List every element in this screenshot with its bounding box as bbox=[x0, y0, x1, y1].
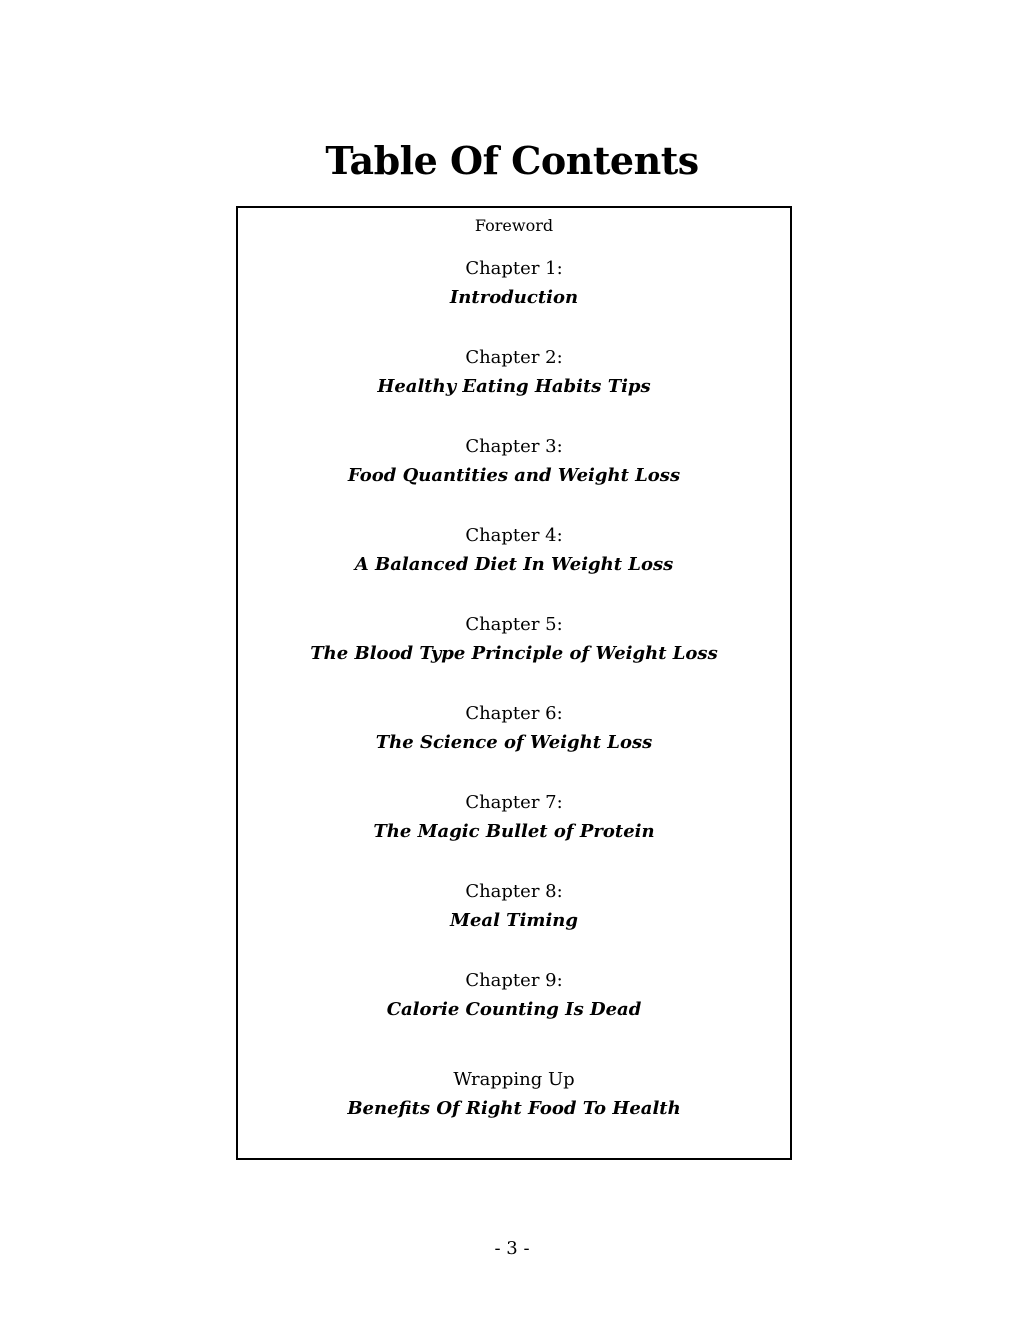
toc-entry-name: The Magic Bullet of Protein bbox=[373, 821, 655, 842]
page-title: Table Of Contents bbox=[325, 138, 699, 183]
toc-foreword: Foreword bbox=[474, 216, 554, 235]
toc-entry-label: Chapter 6: bbox=[465, 703, 563, 724]
toc-entry-name: Calorie Counting Is Dead bbox=[386, 999, 642, 1020]
toc-entry-name: Healthy Eating Habits Tips bbox=[377, 376, 651, 397]
toc-entry bbox=[238, 699, 790, 757]
toc-entry-name: A Balanced Diet In Weight Loss bbox=[354, 554, 674, 575]
toc-entry-label: Chapter 2: bbox=[465, 347, 563, 368]
toc-entry bbox=[238, 788, 790, 846]
toc-entry bbox=[238, 1065, 790, 1123]
toc-entry bbox=[238, 254, 790, 312]
toc-entry-name: Food Quantities and Weight Loss bbox=[347, 465, 681, 486]
toc-entry-name: Benefits Of Right Food To Health bbox=[347, 1098, 681, 1119]
toc-entry bbox=[238, 432, 790, 490]
toc-entry-label: Chapter 4: bbox=[465, 525, 563, 546]
toc-entry-name: The Science of Weight Loss bbox=[375, 732, 653, 753]
toc-entry-label: Chapter 3: bbox=[465, 436, 563, 457]
toc-entry-label: Chapter 5: bbox=[465, 614, 563, 635]
toc-entry bbox=[238, 610, 790, 668]
toc-entry-name: Meal Timing bbox=[450, 910, 578, 931]
toc-entry-label: Wrapping Up bbox=[453, 1069, 575, 1090]
toc-entry-label: Chapter 7: bbox=[465, 792, 563, 813]
table-of-contents-box bbox=[236, 206, 792, 1160]
toc-entry bbox=[238, 966, 790, 1024]
toc-entry-label: Chapter 8: bbox=[465, 881, 563, 902]
page-number: - 3 - bbox=[494, 1238, 530, 1259]
toc-entry bbox=[238, 343, 790, 401]
toc-entry-name: Introduction bbox=[449, 287, 579, 308]
toc-entry-label: Chapter 1: bbox=[465, 258, 563, 279]
toc-entry-label: Chapter 9: bbox=[465, 970, 563, 991]
toc-entry bbox=[238, 877, 790, 935]
toc-entry bbox=[238, 521, 790, 579]
toc-entry-name: The Blood Type Principle of Weight Loss bbox=[310, 643, 718, 664]
